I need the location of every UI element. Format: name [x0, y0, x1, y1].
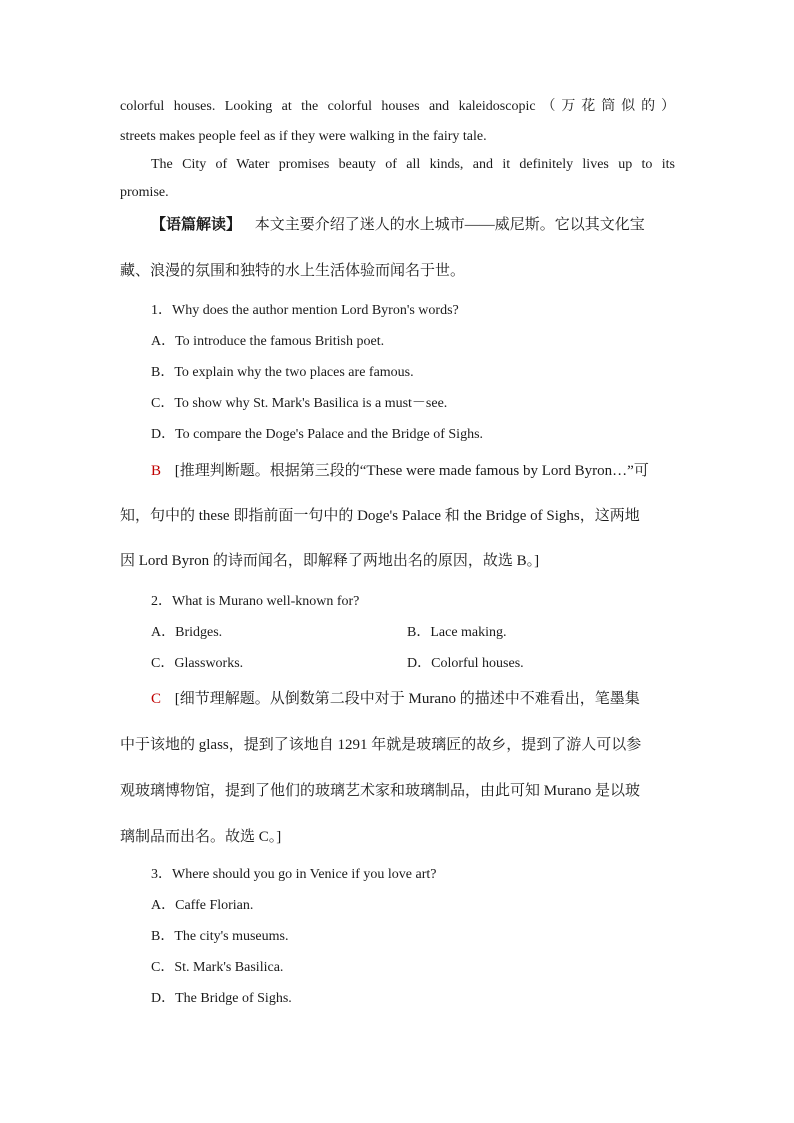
option-d: D．To compare the Doge's Palace and the Bridge of Sighs. — [151, 427, 484, 442]
option-a: A．To introduce the famous British poet. — [151, 334, 385, 349]
answer-letter: B — [151, 463, 162, 479]
explanation-text: [细节理解题。从倒数第二段中对于 Murano 的描述中不难看出，笔墨集 — [174, 691, 640, 707]
explanation-text: [推理判断题。根据第三段的“These were made famous by Lord Byron…”可 — [174, 463, 649, 479]
summary-line: 藏、浪漫的氛围和独特的水上生活体验而闻名于世。 — [120, 263, 466, 279]
option-d: D．Colorful houses. — [407, 656, 524, 671]
passage-line: promise. — [120, 185, 169, 200]
option-c: C．Glassworks. — [151, 656, 244, 671]
explanation-line — [151, 690, 640, 708]
passage-line: The City of Water promises beauty of all kinds, and it definitely lives up to its — [151, 157, 675, 172]
option-b: B．Lace making. — [407, 625, 507, 640]
option-b: B．The city's museums. — [151, 929, 289, 944]
summary-text: 本文主要介绍了迷人的水上城市——威尼斯。它以其文化宝 — [254, 217, 645, 233]
explanation-line: 中于该地的 glass，提到了该地自 1291 年就是玻璃匠的故乡，提到了游人可以参 — [120, 737, 642, 753]
summary-line — [151, 216, 675, 234]
option-b: B．To explain why the two places are famous. — [151, 365, 414, 380]
question-text: 3．Where should you go in Venice if you love art? — [151, 867, 437, 882]
explanation-line: 因 Lord Byron 的诗而闻名，即解释了两地出名的原因，故选 B。] — [120, 553, 540, 569]
option-c: C．St. Mark's Basilica. — [151, 960, 284, 975]
option-d: D．The Bridge of Sighs. — [151, 991, 292, 1006]
option-c: C．To show why St. Mark's Basilica is a must－see. — [151, 396, 448, 411]
explanation-line: 璃制品而出名。故选 C。] — [120, 829, 282, 845]
explanation-line: 观玻璃博物馆，提到了他们的玻璃艺术家和玻璃制品，由此可知 Murano 是以玻 — [120, 783, 640, 799]
answer-letter: C — [151, 691, 162, 707]
passage-line: colorful houses. Looking at the colorful houses and kaleidoscopic（万花筒似的） — [120, 99, 675, 114]
explanation-line — [151, 462, 649, 480]
question-text: 1．Why does the author mention Lord Byron's words? — [151, 303, 459, 318]
question-text: 2．What is Murano well-known for? — [151, 594, 360, 609]
explanation-line: 知，句中的 these 即指前面一句中的 Doge's Palace 和 the Bridge of Sighs，这两地 — [120, 508, 640, 524]
passage-line: streets makes people feel as if they were walking in the fairy tale. — [120, 129, 487, 144]
option-a: A．Caffe Florian. — [151, 898, 254, 913]
summary-tag: 【语篇解读】 — [151, 217, 242, 233]
option-a: A．Bridges. — [151, 625, 223, 640]
